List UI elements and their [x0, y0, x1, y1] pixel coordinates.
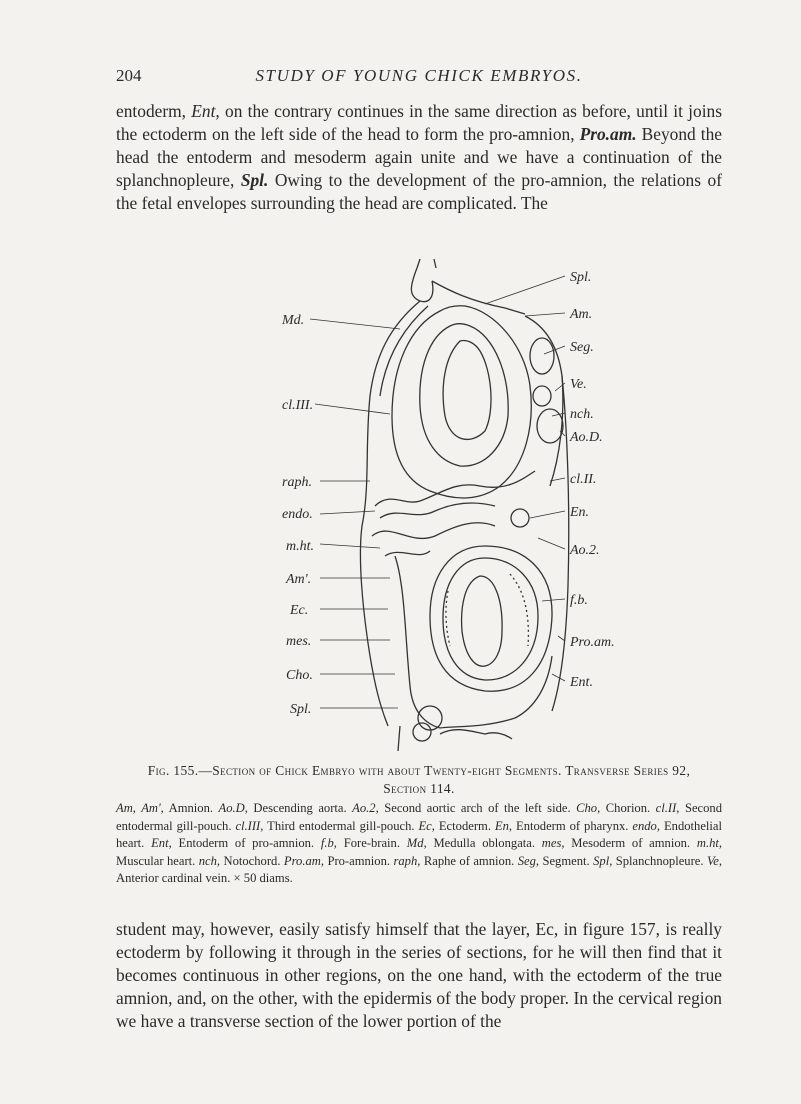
legend-abbr: endo	[632, 818, 657, 833]
legend-abbr: mes	[541, 836, 562, 851]
label-mes: mes.	[286, 634, 312, 649]
legend-items: Am, Am', Amnion. Ao.D, Descending aorta. Ao.2, Second aortic arch of the left side. Cho, Chorion. cl.II, Second entodermal gill-pouch. cl.III, Third entodermal gill-pouch. Ec, Ectoderm. En, Entoderm of pharynx. endo, Endothelial heart. Ent, Entoderm of pro-amnion. f.b, Fore-brain. Md, Medulla oblongata. mes, Mesoderm of amnion. m.ht, Muscular heart. nch, Notochord. Pro.am, Pro-amnion. raph, Raphe of amnion. Seg, Segment. Spl, Splanchnopleure. Ve, Anterior cardinal vein.	[116, 801, 723, 886]
legend-abbr: En	[494, 818, 509, 833]
legend-abbr: m.ht	[696, 836, 719, 851]
abbr-ent: Ent,	[191, 101, 220, 121]
legend-def: Mesoderm of amnion.	[571, 836, 691, 851]
legend-abbr: cl.III	[235, 818, 261, 833]
figure-legend	[116, 800, 722, 888]
legend-def: Splanchnopleure.	[615, 853, 704, 868]
legend-def: Notochord.	[223, 853, 281, 868]
legend-abbr: nch	[198, 853, 217, 868]
legend-def: Second entodermal gill-pouch.	[116, 801, 723, 833]
legend-def: Amnion.	[168, 801, 214, 815]
label-spl-left: Spl.	[290, 702, 312, 717]
label-endo: endo.	[282, 507, 313, 522]
label-spl-right: Spl.	[570, 270, 592, 285]
legend-abbr: cl.II	[655, 801, 677, 815]
figure-155	[280, 256, 660, 756]
label-am: Am.	[570, 307, 593, 322]
text-run: Owing to the development of the pro-amnion, the relations of the fetal envelopes surrounding the head are complicated. The	[116, 170, 722, 213]
page-number: 204	[116, 66, 142, 85]
paragraph-top	[116, 100, 722, 215]
caption-line-2: Section 114.	[383, 781, 455, 796]
legend-abbr: Cho	[576, 801, 598, 815]
label-ent: Ent.	[570, 675, 593, 690]
legend-abbr: Ent	[151, 836, 169, 851]
legend-abbr: Ve	[706, 853, 719, 868]
legend-def: Medulla oblongata.	[433, 836, 536, 851]
magnification: × 50 diams.	[233, 871, 293, 886]
legend-def: Muscular heart.	[116, 853, 196, 868]
legend-abbr: Md	[406, 836, 424, 851]
label-m-ht: m.ht.	[286, 539, 314, 554]
legend-abbr: raph	[393, 853, 418, 868]
legend-abbr: f.b	[320, 836, 334, 851]
legend-def: Entoderm of pro-amnion.	[178, 836, 315, 851]
legend-def: Second aortic arch of the left side.	[384, 801, 571, 815]
text-run: entoderm,	[116, 101, 192, 121]
label-ao-2: Ao.2.	[570, 543, 600, 558]
label-cl-ii: cl.II.	[570, 472, 597, 487]
label-en: En.	[570, 505, 590, 520]
label-seg: Seg.	[570, 340, 594, 355]
legend-abbr: Am, Am'	[116, 801, 161, 815]
label-cl-iii: cl.III.	[282, 398, 314, 413]
label-ve: Ve.	[570, 377, 587, 392]
paragraph-bottom: student may, however, easily satisfy himself that the layer, Ec, in figure 157, is really ectoderm by following it through in the series of sections, for he will then find that it becomes continuous in other regions, on the one hand, with the ectoderm of the true amnion, and, on the other, with the epidermis of the body proper. In the cervical region we have a transverse section of the lower portion of the	[116, 919, 722, 1031]
legend-def: Anterior cardinal vein.	[116, 871, 231, 886]
legend-abbr: Spl	[593, 853, 610, 868]
running-head: STUDY OF YOUNG CHICK EMBRYOS.	[255, 66, 583, 85]
label-ao-d: Ao.D.	[570, 430, 603, 445]
legend-abbr: Ao.2	[352, 801, 376, 815]
label-nch: nch.	[570, 407, 594, 422]
legend-def: Ectoderm.	[438, 818, 491, 833]
legend-abbr: Seg	[517, 853, 536, 868]
figure-caption	[116, 762, 722, 798]
label-ec: Ec.	[290, 603, 309, 618]
legend-def: Descending aorta.	[253, 801, 347, 815]
abbr-pro-am: Pro.am.	[579, 124, 637, 144]
legend-abbr: Ao.D	[218, 801, 245, 815]
legend-def: Raphe of amnion.	[423, 853, 515, 868]
legend-def: Chorion.	[605, 801, 651, 815]
text-run: Beyond the head the entoderm and mesoderm again unite and we have a continuation of the splanchnopleure,	[116, 124, 722, 190]
label-md: Md.	[282, 313, 305, 328]
legend-def: Entoderm of pharynx.	[516, 818, 629, 833]
label-f-b: f.b.	[570, 593, 588, 608]
label-cho: Cho.	[286, 668, 313, 683]
text-run: on the contrary continues in the same direction as before, until it joins the ectoderm on the left side of the head to form the pro-amnion,	[116, 101, 722, 144]
label-am-prime: Am'.	[286, 572, 312, 587]
legend-abbr: Ec	[418, 818, 432, 833]
page-header	[116, 66, 722, 88]
caption-line-1: Fig. 155.—Section of Chick Embryo with about Twenty-eight Segments. Transverse Series 92,	[147, 763, 691, 778]
abbr-spl: Spl.	[240, 170, 269, 190]
embryo-section-drawing	[280, 256, 660, 756]
legend-def: Fore-brain.	[343, 836, 401, 851]
legend-def: Segment.	[542, 853, 590, 868]
legend-def: Endothelial heart.	[116, 818, 723, 851]
legend-abbr: Pro.am	[283, 853, 321, 868]
legend-def: Third entodermal gill-pouch.	[267, 818, 415, 833]
label-raph: raph.	[282, 475, 312, 490]
legend-def: Pro-amnion.	[327, 853, 391, 868]
label-pro-am: Pro.am.	[570, 635, 615, 650]
